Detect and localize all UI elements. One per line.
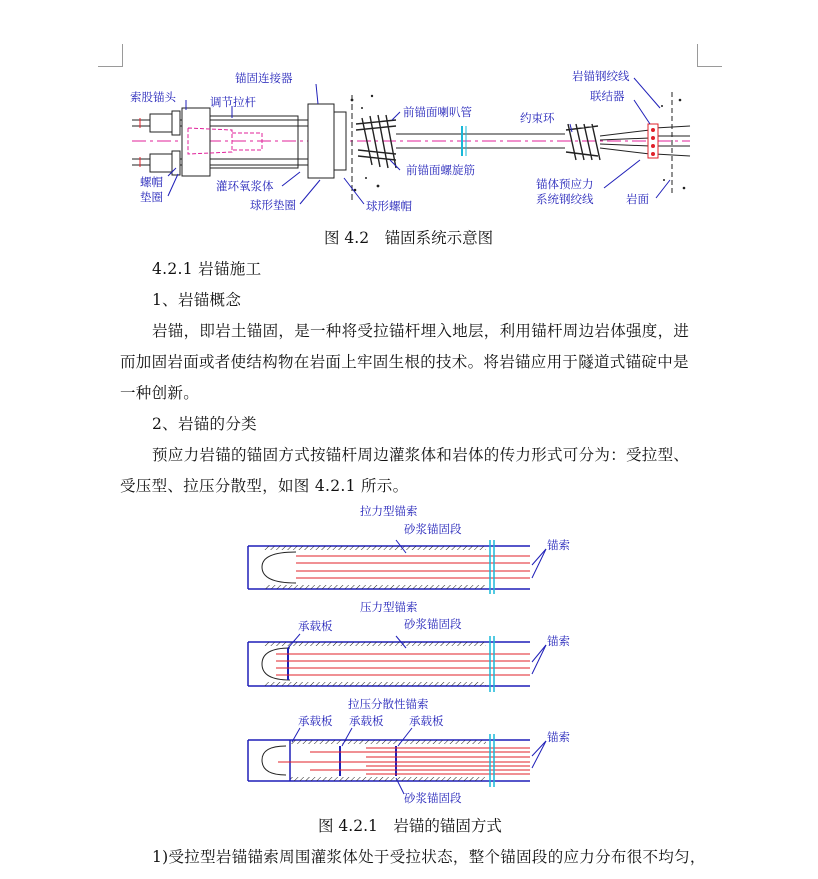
tension-title: 拉力型锚索 xyxy=(360,504,418,518)
para2-line1: 预应力岩锚的锚固方式按锚杆周边灌浆体和岩体的传力形式可分为：受拉型、 xyxy=(152,446,690,464)
label-washer: 垫圈 xyxy=(140,190,163,204)
label-adjust-rod: 调节拉杆 xyxy=(210,95,256,109)
section-heading: 4.2.1 岩锚施工 xyxy=(152,260,262,278)
label-prestress-line2: 系统钢绞线 xyxy=(536,192,594,206)
label-anchor-connector: 锚固连接器 xyxy=(235,71,293,85)
tension-cable-label: 锚索 xyxy=(547,538,570,552)
compression-plate-label: 承载板 xyxy=(298,619,333,633)
compression-cable-label: 锚索 xyxy=(547,634,570,648)
compression-anchor xyxy=(248,634,546,692)
label-rock-anchor-strand: 岩锚钢绞线 xyxy=(572,69,630,83)
dispersed-title: 拉压分散性锚索 xyxy=(348,697,429,711)
compression-grout-label: 砂浆锚固段 xyxy=(404,617,462,631)
dispersed-grout-label: 砂浆锚固段 xyxy=(404,791,462,805)
para3-line1: 1)受拉型岩锚锚索周围灌浆体处于受拉状态，整个锚固段的应力分布很不均匀， xyxy=(152,848,706,866)
label-coupler: 联结器 xyxy=(590,89,625,103)
label-front-spiral: 前锚面螺旋筋 xyxy=(406,163,475,177)
label-epoxy-grout: 灌环氧浆体 xyxy=(216,179,274,193)
label-strand-head: 索股锚头 xyxy=(130,90,176,104)
figure-4-2-1-caption: 图 4.2.1 岩锚的锚固方式 xyxy=(318,817,502,835)
figure-4-2-caption: 图 4.2 锚固系统示意图 xyxy=(324,229,494,247)
label-nut: 螺帽 xyxy=(140,175,163,189)
tension-anchor xyxy=(248,540,546,594)
dispersed-plate3-label: 承载板 xyxy=(409,714,444,728)
para1-line3: 一种创新。 xyxy=(120,384,200,402)
label-trumpet-tube: 前锚面喇叭管 xyxy=(403,105,472,119)
dispersed-cable-label: 锚索 xyxy=(547,730,570,744)
label-prestress-line1: 锚体预应力 xyxy=(536,177,594,191)
para1-line1: 岩锚，即岩土锚固，是一种将受拉锚杆埋入地层，利用锚杆周边岩体强度，进 xyxy=(152,322,690,340)
compression-title: 压力型锚索 xyxy=(360,600,418,614)
label-rock-face: 岩面 xyxy=(626,192,649,206)
tension-grout-label: 砂浆锚固段 xyxy=(404,522,462,536)
label-spherical-washer: 球形垫圈 xyxy=(250,198,296,212)
label-restraint-ring: 约束环 xyxy=(520,111,555,125)
dispersed-anchor xyxy=(248,728,546,794)
item1-heading: 1、岩锚概念 xyxy=(152,291,242,309)
dispersed-plate2-label: 承载板 xyxy=(349,714,384,728)
item2-heading: 2、岩锚的分类 xyxy=(152,415,257,433)
para1-line2: 而加固岩面或者使结构物在岩面上牢固生根的技术。将岩锚应用于隧道式锚碇中是 xyxy=(120,353,689,371)
para2-line2: 受压型、拉压分散型，如图 4.2.1 所示。 xyxy=(120,477,409,495)
dispersed-plate1-label: 承载板 xyxy=(298,714,333,728)
label-spherical-nut: 球形螺帽 xyxy=(366,199,412,213)
